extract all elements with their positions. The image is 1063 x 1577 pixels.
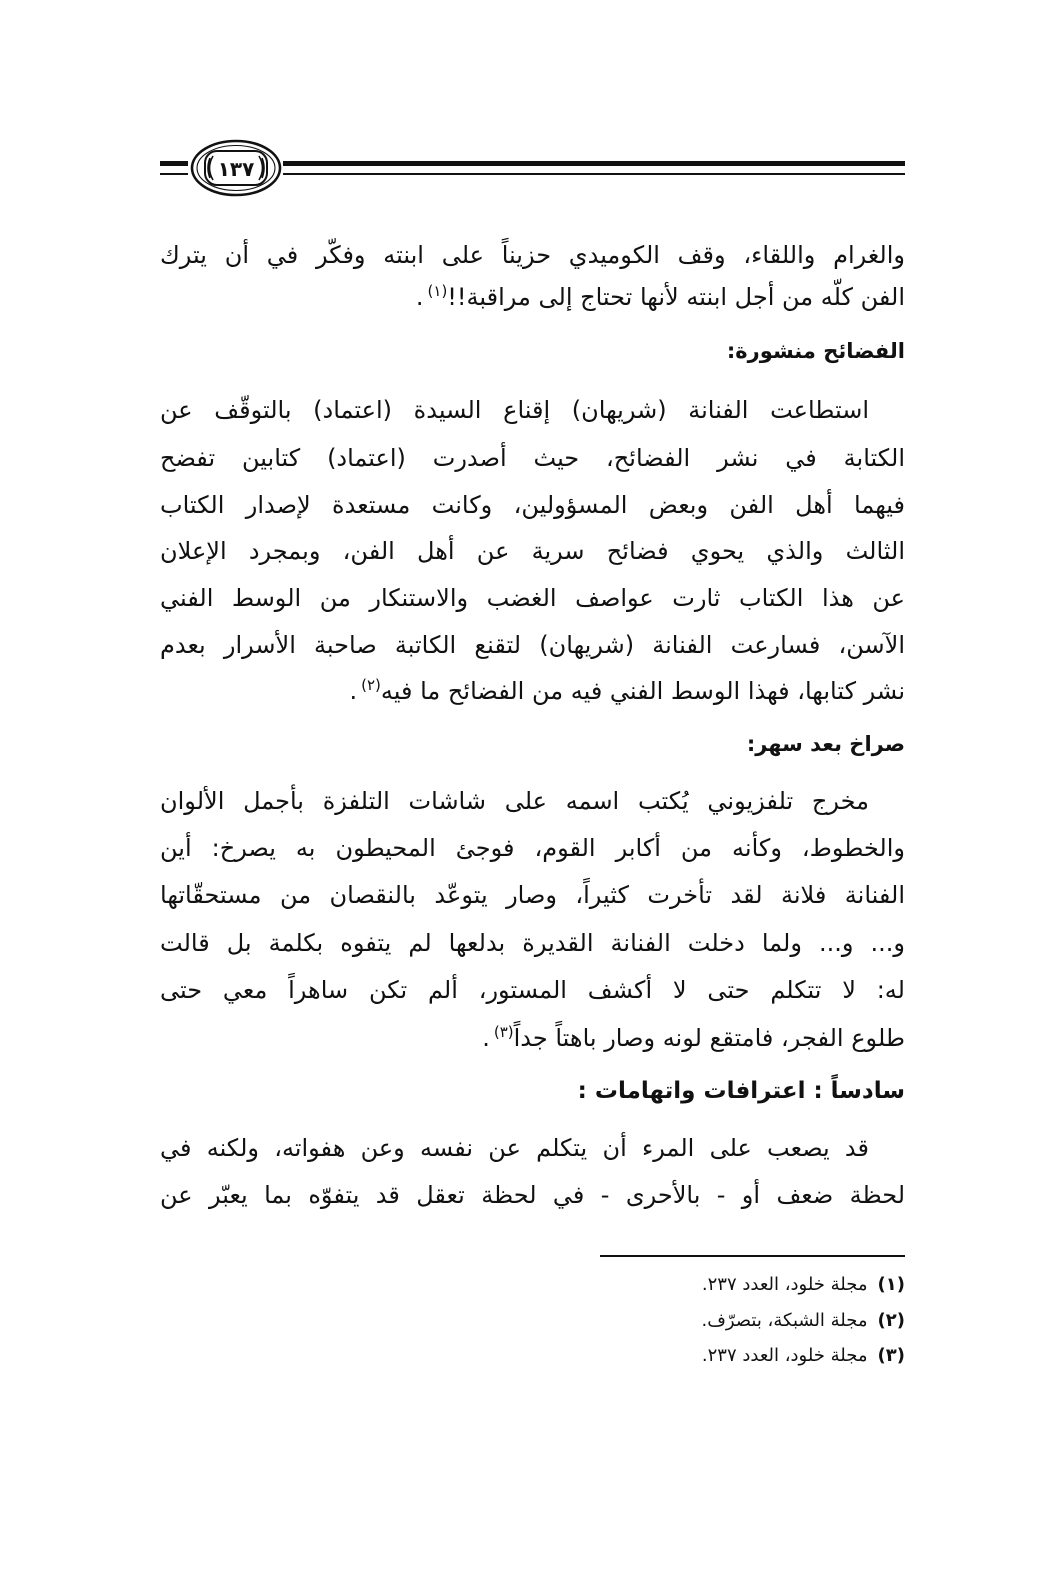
line-text: الكتابة في نشر الفضائح، حيث أصدرت (اعتماد) كتابين تفضح — [160, 444, 905, 472]
body-line — [160, 872, 905, 918]
body-line — [160, 920, 905, 966]
body-line — [160, 1015, 905, 1061]
body-line — [160, 435, 905, 481]
line-text: الفنانة فلانة لقد تأخرت كثيراً، وصار يتوعّد بالنقصان من مستحقّاتها — [160, 881, 905, 909]
line-text: الثالث والذي يحوي فضائح سرية عن أهل الفن، وبمجرد الإعلان — [160, 537, 905, 565]
footnote-number: (١) — [877, 1274, 905, 1295]
body-line — [160, 232, 905, 278]
line-text: لحظة ضعف أو - بالأحرى - في لحظة تعقل قد يتفوّه بما يعبّر عن — [160, 1181, 905, 1209]
footnote — [525, 1340, 905, 1372]
body-line — [160, 668, 905, 714]
line-text: له: لا تتكلم حتى لا أكشف المستور، ألم تكن ساهراً معي حتى — [160, 976, 905, 1004]
footnote-ref: (٣) — [493, 1023, 514, 1041]
line-text: طلوع الفجر، فامتقع لونه وصار باهتاً جداً — [513, 1024, 905, 1052]
body-line — [160, 1172, 905, 1218]
line-text: و... و... ولما دخلت الفنانة القديرة بدلعها لم يتفوه بكلمة بل قالت — [160, 929, 905, 957]
footnote-text: مجلة خلود، العدد ٢٣٧. — [701, 1345, 868, 1366]
footnote-separator — [600, 1255, 905, 1257]
body-line — [160, 622, 905, 668]
footnote-number: (٢) — [877, 1310, 905, 1331]
line-text: عن هذا الكتاب ثارت عواصف الغضب والاستنكار من الوسط الفني — [160, 584, 905, 612]
header-rule — [283, 161, 905, 166]
footnote-text: مجلة الشبكة، بتصرّف. — [701, 1310, 868, 1331]
section-heading: الفضائح منشورة: — [726, 339, 905, 363]
line-tail: . — [349, 677, 358, 705]
line-text: قد يصعب على المرء أن يتكلم عن نفسه وعن هفواته، ولكنه في — [160, 1134, 869, 1162]
footnote-text: مجلة خلود، العدد ٢٣٧. — [701, 1274, 868, 1295]
body-line — [160, 575, 905, 621]
line-text: استطاعت الفنانة (شريهان) إقناع السيدة (اعتماد) بالتوقّف عن — [160, 396, 869, 424]
body-line — [160, 387, 905, 433]
line-text: فيهما أهل الفن وبعض المسؤولين، وكانت مستعدة لإصدار الكتاب — [160, 491, 905, 519]
body-line — [160, 967, 905, 1013]
body-line — [160, 528, 905, 574]
page-number: ١٣٧ — [217, 157, 255, 181]
footnote-number: (٣) — [877, 1345, 905, 1366]
header-rule — [160, 173, 188, 175]
body-line — [160, 825, 905, 871]
page-number-ornament — [189, 138, 283, 198]
header-rule — [283, 173, 905, 175]
body-line — [160, 1125, 905, 1171]
line-text: نشر كتابها، فهذا الوسط الفني فيه من الفضائح ما فيه — [380, 677, 905, 705]
line-tail: . — [482, 1024, 490, 1052]
header-rule — [160, 161, 188, 166]
footnote — [525, 1269, 905, 1301]
footnote-ref: (٢) — [361, 676, 381, 694]
footnote-ref: (١) — [427, 282, 448, 300]
body-line — [160, 778, 905, 824]
footnote — [525, 1305, 905, 1337]
line-text: مخرج تلفزيوني يُكتب اسمه على شاشات التلفزة بأجمل الألوان — [160, 787, 869, 815]
line-text: الآسن، فسارعت الفنانة (شريهان) لتقنع الكاتبة صاحبة الأسرار بعدم — [160, 631, 905, 659]
body-line — [160, 274, 905, 320]
line-tail: . — [415, 283, 424, 311]
section-heading: سادساً : اعترافات واتهامات : — [577, 1078, 905, 1104]
body-line — [160, 482, 905, 528]
section-heading: صراخ بعد سهر: — [746, 732, 905, 756]
line-text: والغرام واللقاء، وقف الكوميدي حزيناً على ابنته وفكّر في أن يترك — [160, 241, 905, 269]
line-text: والخطوط، وكأنه من أكابر القوم، فوجئ المحيطون به يصرخ: أين — [160, 834, 905, 862]
line-text: الفن كلّه من أجل ابنته لأنها تحتاج إلى مراقبة!! — [447, 283, 905, 311]
